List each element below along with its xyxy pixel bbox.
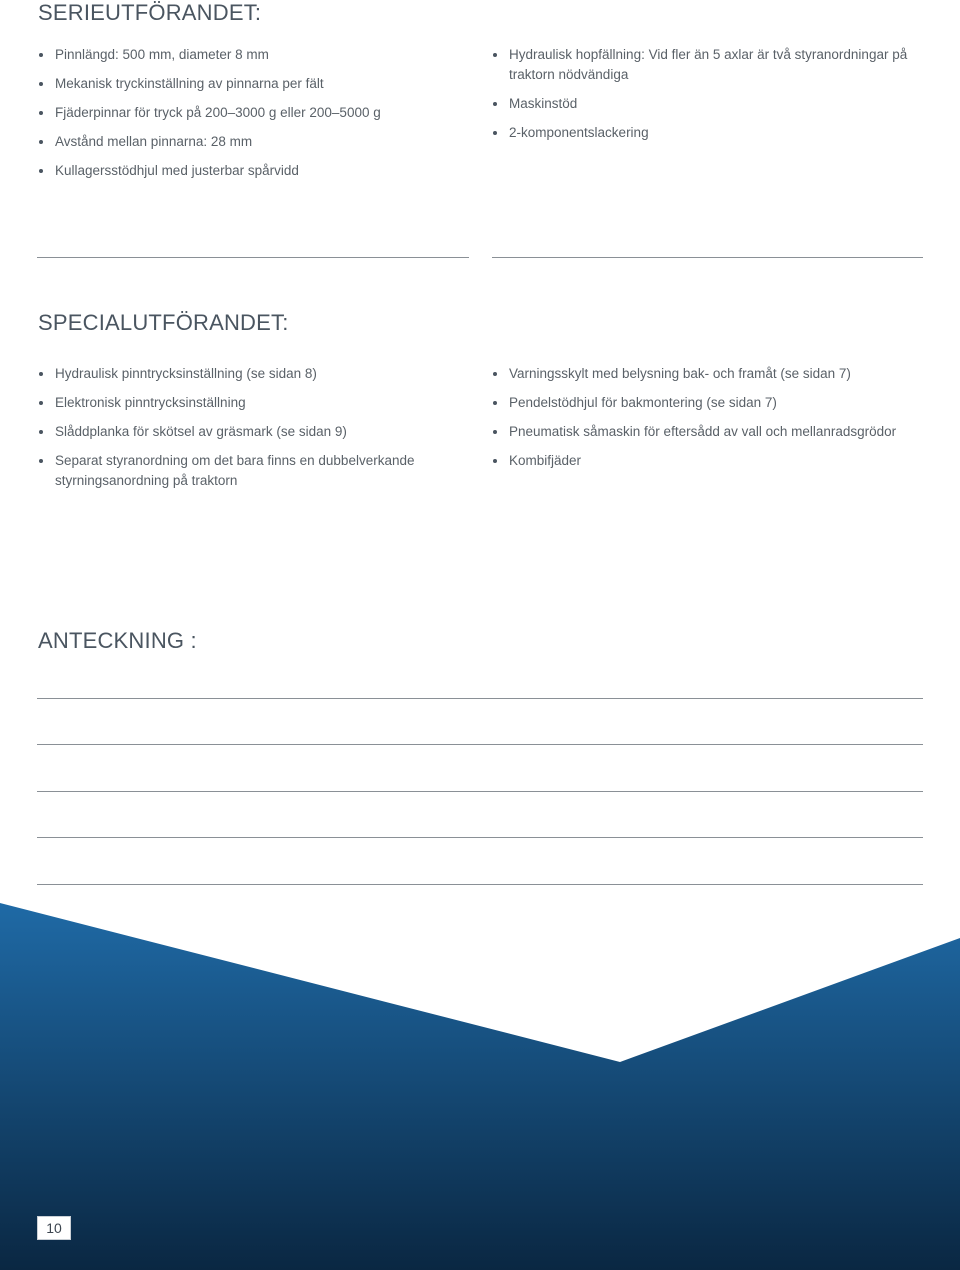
list-item: Elektronisk pinntrycksinställning [38,393,438,413]
special-list-right [492,364,922,480]
special-list-left [38,364,438,500]
list-item: Hydraulisk pinntrycksinställning (se sidan 8) [38,364,438,384]
note-line [37,791,923,792]
list-item: Kullagersstödhjul med justerbar spårvidd [38,161,458,181]
decorative-blue-band [0,900,960,1270]
list-item: Mekanisk tryckinställning av pinnarna per fält [38,74,458,94]
special-heading: SPECIALUTFÖRANDET: [38,310,289,335]
note-line [37,884,923,885]
list-item: Fjäderpinnar för tryck på 200–3000 g eller 200–5000 g [38,103,458,123]
list-item: Hydraulisk hopfällning: Vid fler än 5 axlar är två styranordningar på traktorn nödvändiga [492,45,912,84]
section-divider-right [492,257,923,258]
list-item: 2-komponentslackering [492,123,912,143]
list-item: Separat styranordning om det bara finns en dubbelverkande styrningsanordning på traktorn [38,451,438,490]
page-number: 10 [37,1216,71,1240]
list-item: Kombifjäder [492,451,922,471]
note-heading: ANTECKNING : [38,628,197,653]
list-item: Avstånd mellan pinnarna: 28 mm [38,132,458,152]
band-shape [0,903,960,1270]
list-item: Pneumatisk såmaskin för eftersådd av vall och mellanradsgrödor [492,422,922,442]
list-item: Pendelstödhjul för bakmontering (se sidan 7) [492,393,922,413]
serie-heading: SERIEUTFÖRANDET: [38,0,262,25]
serie-list-left [38,45,458,190]
list-item: Slåddplanka för skötsel av gräsmark (se sidan 9) [38,422,438,442]
list-item: Varningsskylt med belysning bak- och framåt (se sidan 7) [492,364,922,384]
list-item: Pinnlängd: 500 mm, diameter 8 mm [38,45,458,65]
serie-list-right [492,45,912,152]
note-line [37,698,923,699]
section-divider-left [37,257,469,258]
note-line [37,744,923,745]
note-line [37,837,923,838]
list-item: Maskinstöd [492,94,912,114]
